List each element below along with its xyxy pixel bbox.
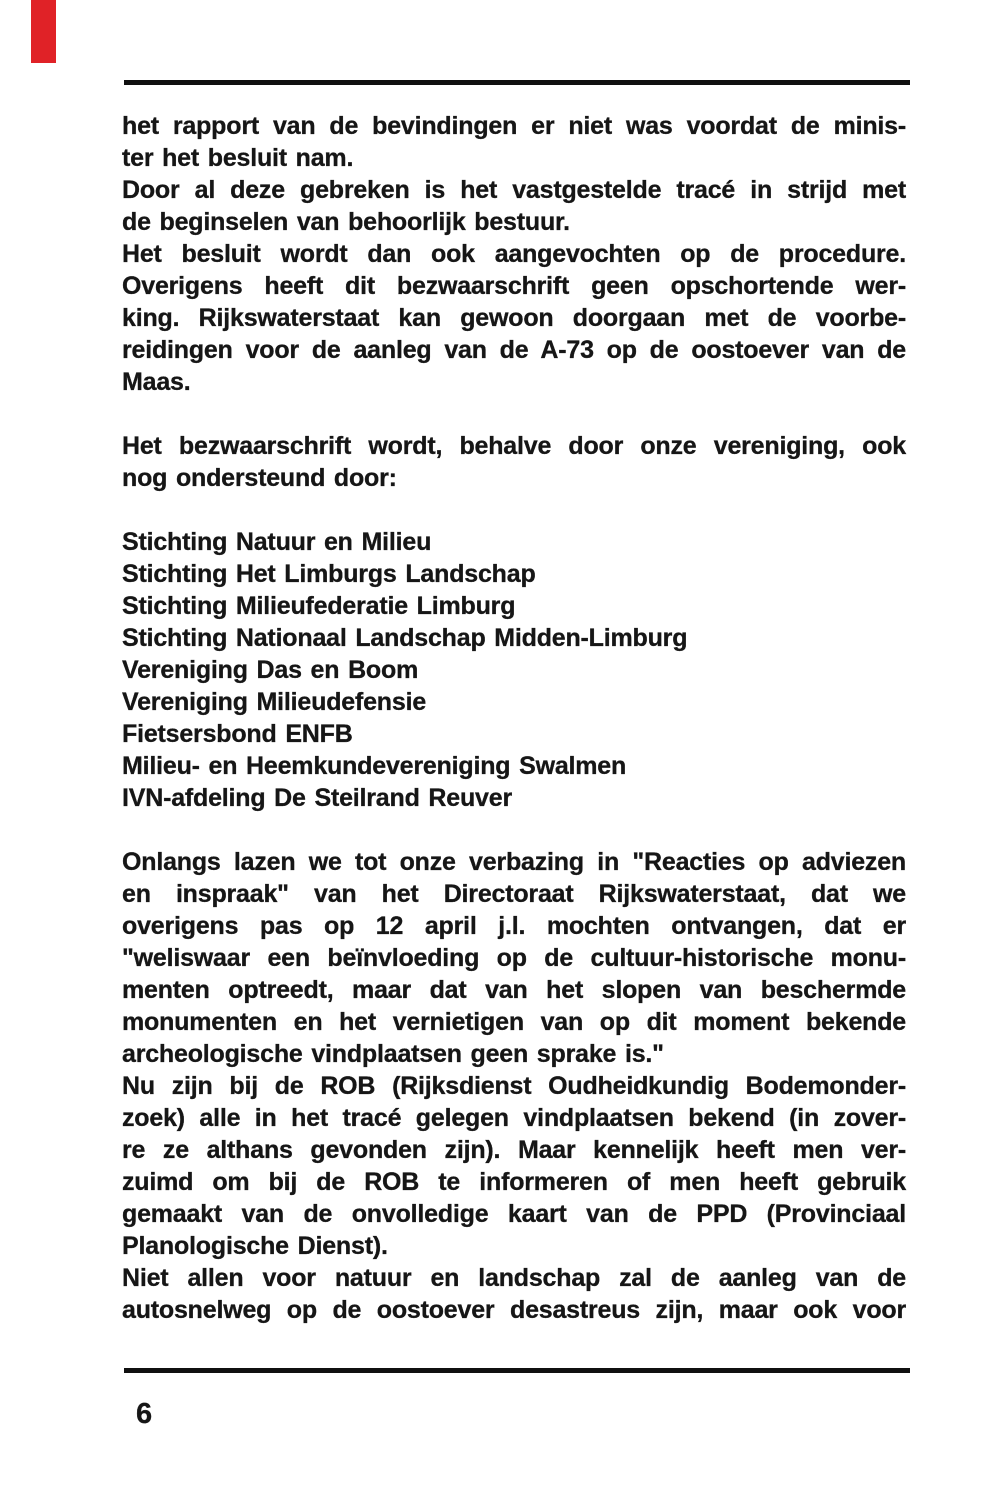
text-line: archeologische vindplaatsen geen sprake is." — [122, 1040, 664, 1068]
text-line: Niet allen voor natuur en landschap zal de aanleg van de — [122, 1264, 906, 1292]
text-line: Stichting Nationaal Landschap Midden-Limburg — [122, 624, 688, 652]
text-line: nog ondersteund door: — [122, 464, 397, 492]
text-line: overigens pas op 12 april j.l. mochten ontvangen, dat er — [122, 912, 906, 940]
text-line: zuimd om bij de ROB te informeren of men heeft gebruik — [122, 1168, 906, 1196]
text-line: Stichting Milieufederatie Limburg — [122, 592, 516, 620]
top-rule — [124, 80, 910, 85]
text-line: Stichting Natuur en Milieu — [122, 528, 432, 556]
blank-line — [122, 398, 906, 430]
body-text — [122, 110, 906, 1326]
text-line: Door al deze gebreken is het vastgestelde tracé in strijd met — [122, 176, 906, 204]
text-line: Maas. — [122, 368, 191, 396]
text-line: IVN-afdeling De Steilrand Reuver — [122, 784, 512, 812]
text-line: re ze althans gevonden zijn). Maar kennelijk heeft men ver- — [122, 1136, 906, 1164]
text-line: zoek) alle in het tracé gelegen vindplaatsen bekend (in zover- — [122, 1104, 906, 1132]
text-line: reidingen voor de aanleg van de A-73 op de oostoever van de — [122, 336, 906, 364]
text-line: en inspraak" van het Directoraat Rijkswaterstaat, dat we — [122, 880, 906, 908]
text-line: Stichting Het Limburgs Landschap — [122, 560, 536, 588]
text-line: Milieu- en Heemkundevereniging Swalmen — [122, 752, 627, 780]
text-line: Nu zijn bij de ROB (Rijksdienst Oudheidkundig Bodemonder- — [122, 1072, 906, 1100]
text-line: de beginselen van behoorlijk bestuur. — [122, 208, 570, 236]
text-line: king. Rijkswaterstaat kan gewoon doorgaan met de voorbe- — [122, 304, 906, 332]
text-line: Het besluit wordt dan ook aangevochten op de procedure. — [122, 240, 906, 268]
text-line: het rapport van de bevindingen er niet was voordat de minis- — [122, 112, 906, 140]
text-line: Overigens heeft dit bezwaarschrift geen opschortende wer- — [122, 272, 906, 300]
text-line: Fietsersbond ENFB — [122, 720, 353, 748]
text-line: menten optreedt, maar dat van het slopen van beschermde — [122, 976, 906, 1004]
blank-line — [122, 494, 906, 526]
text-line: Planologische Dienst). — [122, 1232, 388, 1260]
text-line: autosnelweg op de oostoever desastreus zijn, maar ook voor — [122, 1296, 906, 1324]
bottom-rule — [124, 1368, 910, 1373]
blank-line — [122, 814, 906, 846]
text-line: ter het besluit nam. — [122, 144, 354, 172]
text-line: Vereniging Das en Boom — [122, 656, 419, 684]
text-line: Het bezwaarschrift wordt, behalve door onze vereniging, ook — [122, 432, 906, 460]
text-line: monumenten en het vernietigen van op dit moment bekende — [122, 1008, 906, 1036]
text-line: gemaakt van de onvolledige kaart van de PPD (Provinciaal — [122, 1200, 906, 1228]
text-line: "weliswaar een beïnvloeding op de cultuur-historische monu- — [122, 944, 906, 972]
page-number: 6 — [136, 1398, 153, 1430]
text-line: Onlangs lazen we tot onze verbazing in "Reacties op adviezen — [122, 848, 906, 876]
red-margin-mark — [31, 0, 56, 63]
text-line: Vereniging Milieudefensie — [122, 688, 427, 716]
